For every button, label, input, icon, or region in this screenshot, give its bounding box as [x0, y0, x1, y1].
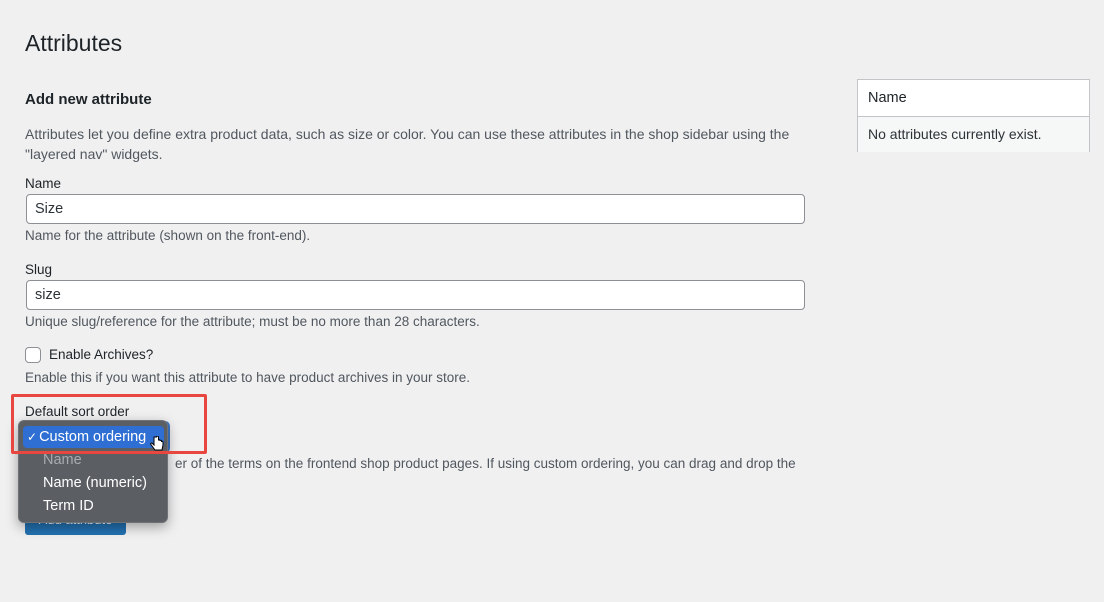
- archives-description: Enable this if you want this attribute to have product archives in your store.: [25, 370, 470, 385]
- add-attribute-form: [25, 90, 835, 164]
- option-name-numeric[interactable]: Name (numeric): [43, 475, 147, 491]
- name-input[interactable]: [26, 194, 805, 224]
- name-description: Name for the attribute (shown on the front-end).: [25, 228, 311, 243]
- slug-description: Unique slug/reference for the attribute; must be no more than 28 characters.: [25, 314, 480, 329]
- slug-input[interactable]: [26, 280, 805, 310]
- form-intro: Attributes let you define extra product data, such as size or color. You can use these attributes in the shop sidebar using the "layered nav" widgets.: [25, 126, 790, 162]
- option-name[interactable]: Name: [43, 452, 82, 468]
- page-title: Attributes: [25, 30, 123, 56]
- check-icon: ✓: [27, 430, 38, 444]
- enable-archives-checkbox[interactable]: [25, 347, 41, 363]
- attributes-table: [857, 79, 1090, 152]
- name-label: Name: [25, 176, 62, 191]
- highlight-box: [11, 394, 207, 454]
- form-heading: Add new attribute: [25, 91, 152, 108]
- option-custom-ordering[interactable]: ✓ Custom ordering: [23, 426, 164, 448]
- option-term-id[interactable]: Term ID: [43, 498, 94, 514]
- slug-label: Slug: [25, 262, 53, 277]
- enable-archives-label[interactable]: Enable Archives?: [49, 347, 154, 362]
- sort-order-description: er of the terms on the frontend shop product pages. If using custom ordering, you can drag and drop the: [175, 456, 796, 471]
- table-empty-message: No attributes currently exist.: [858, 117, 1089, 152]
- sort-order-label: Default sort order: [25, 404, 130, 419]
- table-header-name[interactable]: Name: [858, 80, 1089, 117]
- hand-cursor-icon: [150, 436, 164, 452]
